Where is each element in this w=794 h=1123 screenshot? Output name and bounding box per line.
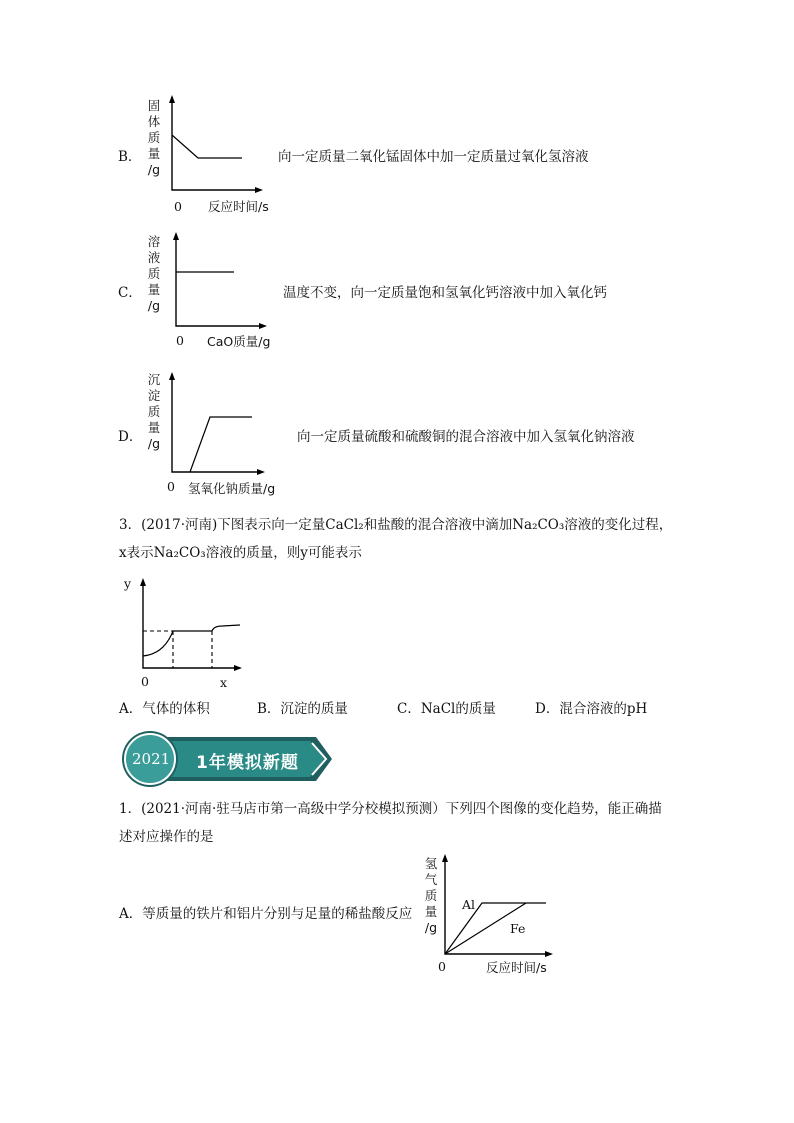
- x-axis-arrow: [234, 665, 242, 671]
- x-axis-label: 反应时间/s: [208, 199, 269, 214]
- x-axis-label: 氢氧化钠质量/g: [188, 481, 276, 496]
- option-description: 温度不变，向一定质量饱和氢氧化钙溶液中加入氧化钙: [283, 285, 607, 301]
- y-axis-arrow: [140, 578, 146, 586]
- y-axis-arrow: [173, 232, 179, 240]
- origin-label: 0: [141, 674, 149, 689]
- option-description: 向一定质量硫酸和硫酸铜的混合溶液中加入氢氧化钠溶液: [297, 429, 635, 445]
- question-text-line1: 1．(2021·河南·驻马店市第一高级中学分校模拟预测）下列四个图像的变化趋势，能正确描: [119, 801, 662, 817]
- graph-b: [168, 95, 268, 195]
- choice-c[interactable]: C．NaCl的质量: [397, 701, 496, 717]
- graph-q3-curve: [143, 625, 240, 656]
- y-axis-label: 沉 淀 质 量 /g: [147, 372, 161, 451]
- question-text-line2: 述对应操作的是: [119, 829, 214, 845]
- banner-year: 2021: [132, 750, 171, 768]
- axes: [143, 582, 240, 668]
- origin-label: 0: [438, 959, 446, 974]
- x-axis-arrow: [545, 951, 553, 957]
- line-al: [445, 903, 546, 954]
- origin-label: 0: [174, 199, 182, 214]
- x-axis-label: 反应时间/s: [486, 960, 547, 975]
- option-letter: D．: [118, 429, 143, 445]
- choice-d[interactable]: D．混合溶液的pH: [535, 701, 648, 717]
- axes: [172, 97, 260, 190]
- x-axis-label: CaO质量/g: [207, 334, 271, 349]
- series-label-fe: Fe: [510, 921, 526, 936]
- option-a[interactable]: A．等质量的铁片和铝片分别与足量的稀盐酸反应: [119, 906, 413, 922]
- y-axis-arrow: [169, 95, 175, 103]
- graph-d: [168, 372, 268, 472]
- y-axis-arrow: [169, 372, 175, 380]
- x-axis-label: x: [220, 675, 228, 690]
- graph-d-line: [190, 417, 252, 472]
- axes: [445, 856, 550, 954]
- question-text-line1: 3．(2017·河南)下图表示向一定量CaCl₂和盐酸的混合溶液中滴加Na₂CO₃溶液的变化过程，: [119, 517, 673, 533]
- graph-q3: [140, 578, 250, 678]
- y-axis-label: y: [124, 576, 132, 591]
- y-axis-label: 溶 液 质 量 /g: [147, 234, 161, 313]
- choice-a[interactable]: A．气体的体积: [119, 701, 210, 717]
- axes: [176, 234, 264, 326]
- option-letter: C．: [118, 285, 142, 301]
- x-axis-arrow: [255, 187, 263, 193]
- origin-label: 0: [176, 333, 184, 348]
- y-axis-label: 氢 气 质 量 /g: [424, 856, 438, 935]
- choice-b[interactable]: B．沉淀的质量: [257, 701, 348, 717]
- x-axis-arrow: [259, 323, 267, 329]
- option-description: 向一定质量二氧化锰固体中加一定质量过氧化氢溶液: [278, 149, 589, 165]
- origin-label: 0: [167, 479, 175, 494]
- x-axis-arrow: [257, 469, 265, 475]
- y-axis-label: 固 体 质 量 /g: [147, 98, 161, 177]
- option-letter: B．: [118, 149, 142, 165]
- question-text-line2: x表示Na₂CO₃溶液的质量，则y可能表示: [119, 545, 362, 561]
- axes: [172, 374, 262, 472]
- banner-title: 1年模拟新题: [196, 753, 299, 773]
- series-label-al: Al: [462, 897, 476, 912]
- graph-c: [172, 232, 272, 332]
- graph-b-line: [172, 135, 242, 158]
- y-axis-arrow: [442, 854, 448, 862]
